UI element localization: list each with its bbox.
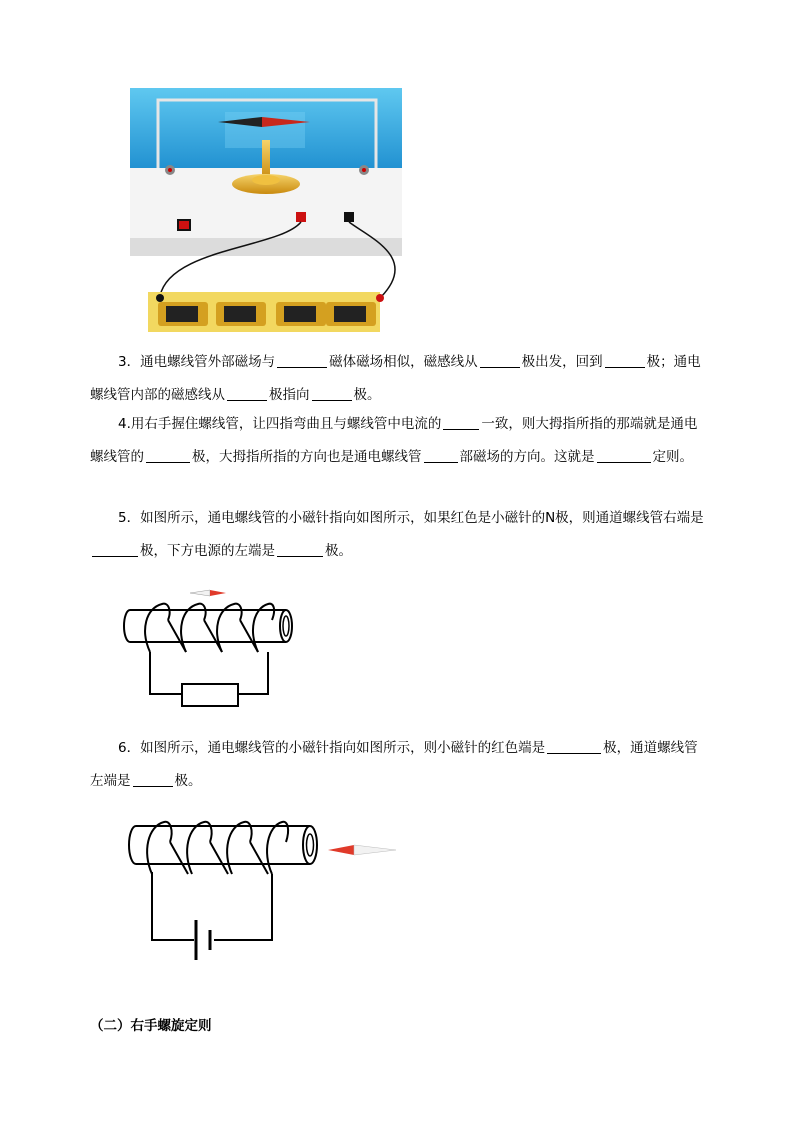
section-heading: （二）右手螺旋定则 — [90, 1018, 212, 1034]
q4-blank-3[interactable] — [424, 448, 458, 463]
q3-text-1: 3．通电螺线管外部磁场与 — [118, 354, 276, 370]
q6-text-2: 极，通道螺线管左端是 — [90, 740, 698, 789]
q3-text-2: 磁体磁场相似，磁感线从 — [329, 354, 478, 370]
solenoid-diagram-q6 — [126, 812, 402, 968]
question-6 — [90, 732, 705, 798]
q3-blank-1[interactable] — [277, 353, 327, 368]
q4-text-2: 一致，则大拇指所指的那端就是通电螺线管的 — [90, 416, 698, 465]
q5-blank-2[interactable] — [277, 542, 323, 557]
q3-blank-5[interactable] — [312, 386, 352, 401]
q3-text-3: 极出发，回到 — [521, 354, 603, 370]
switch-icon — [178, 220, 190, 230]
solenoid-diagram-q5 — [118, 580, 308, 720]
q6-blank-1[interactable] — [547, 739, 601, 754]
q4-text-1: 4.用右手握住螺线管，让四指弯曲且与螺线管中电流的 — [118, 416, 442, 432]
question-4 — [90, 408, 705, 474]
q3-text-4: 极；通电螺线管内部的磁感线从 — [90, 354, 701, 403]
q5-text-3: 极。 — [325, 543, 352, 559]
q4-text-3: 极，大拇指所指的方向也是通电螺线管 — [192, 449, 422, 465]
apparatus-photo — [130, 88, 402, 340]
q3-blank-2[interactable] — [480, 353, 520, 368]
power-source-box — [182, 684, 238, 706]
battery-icon — [196, 920, 210, 960]
q6-blank-2[interactable] — [133, 772, 173, 787]
q5-text-2: 极，下方电源的左端是 — [140, 543, 275, 559]
q6-text-3: 极。 — [174, 773, 202, 789]
q4-blank-1[interactable] — [443, 415, 479, 430]
q4-text-4: 部磁场的方向。这就是 — [459, 449, 595, 465]
q3-text-6: 极。 — [353, 387, 381, 403]
q4-blank-2[interactable] — [146, 448, 190, 463]
compass-needle-icon — [190, 590, 226, 596]
q5-text-1: 5．如图所示，通电螺线管的小磁针指向如图所示，如果红色是小磁针的N极，则通道螺线管右端是 — [118, 510, 704, 526]
compass-needle-icon — [328, 845, 396, 855]
solenoid-coil-icon — [147, 822, 288, 874]
q5-blank-1[interactable] — [92, 542, 138, 557]
q4-blank-4[interactable] — [597, 448, 651, 463]
q4-text-5: 定则。 — [652, 449, 693, 465]
q3-blank-3[interactable] — [605, 353, 645, 368]
q3-text-5: 极指向 — [269, 387, 310, 403]
q3-blank-4[interactable] — [227, 386, 267, 401]
q6-text-1: 6．如图所示，通电螺线管的小磁针指向如图所示，则小磁针的红色端是 — [118, 740, 546, 756]
question-5 — [90, 502, 705, 568]
question-3 — [90, 346, 705, 412]
